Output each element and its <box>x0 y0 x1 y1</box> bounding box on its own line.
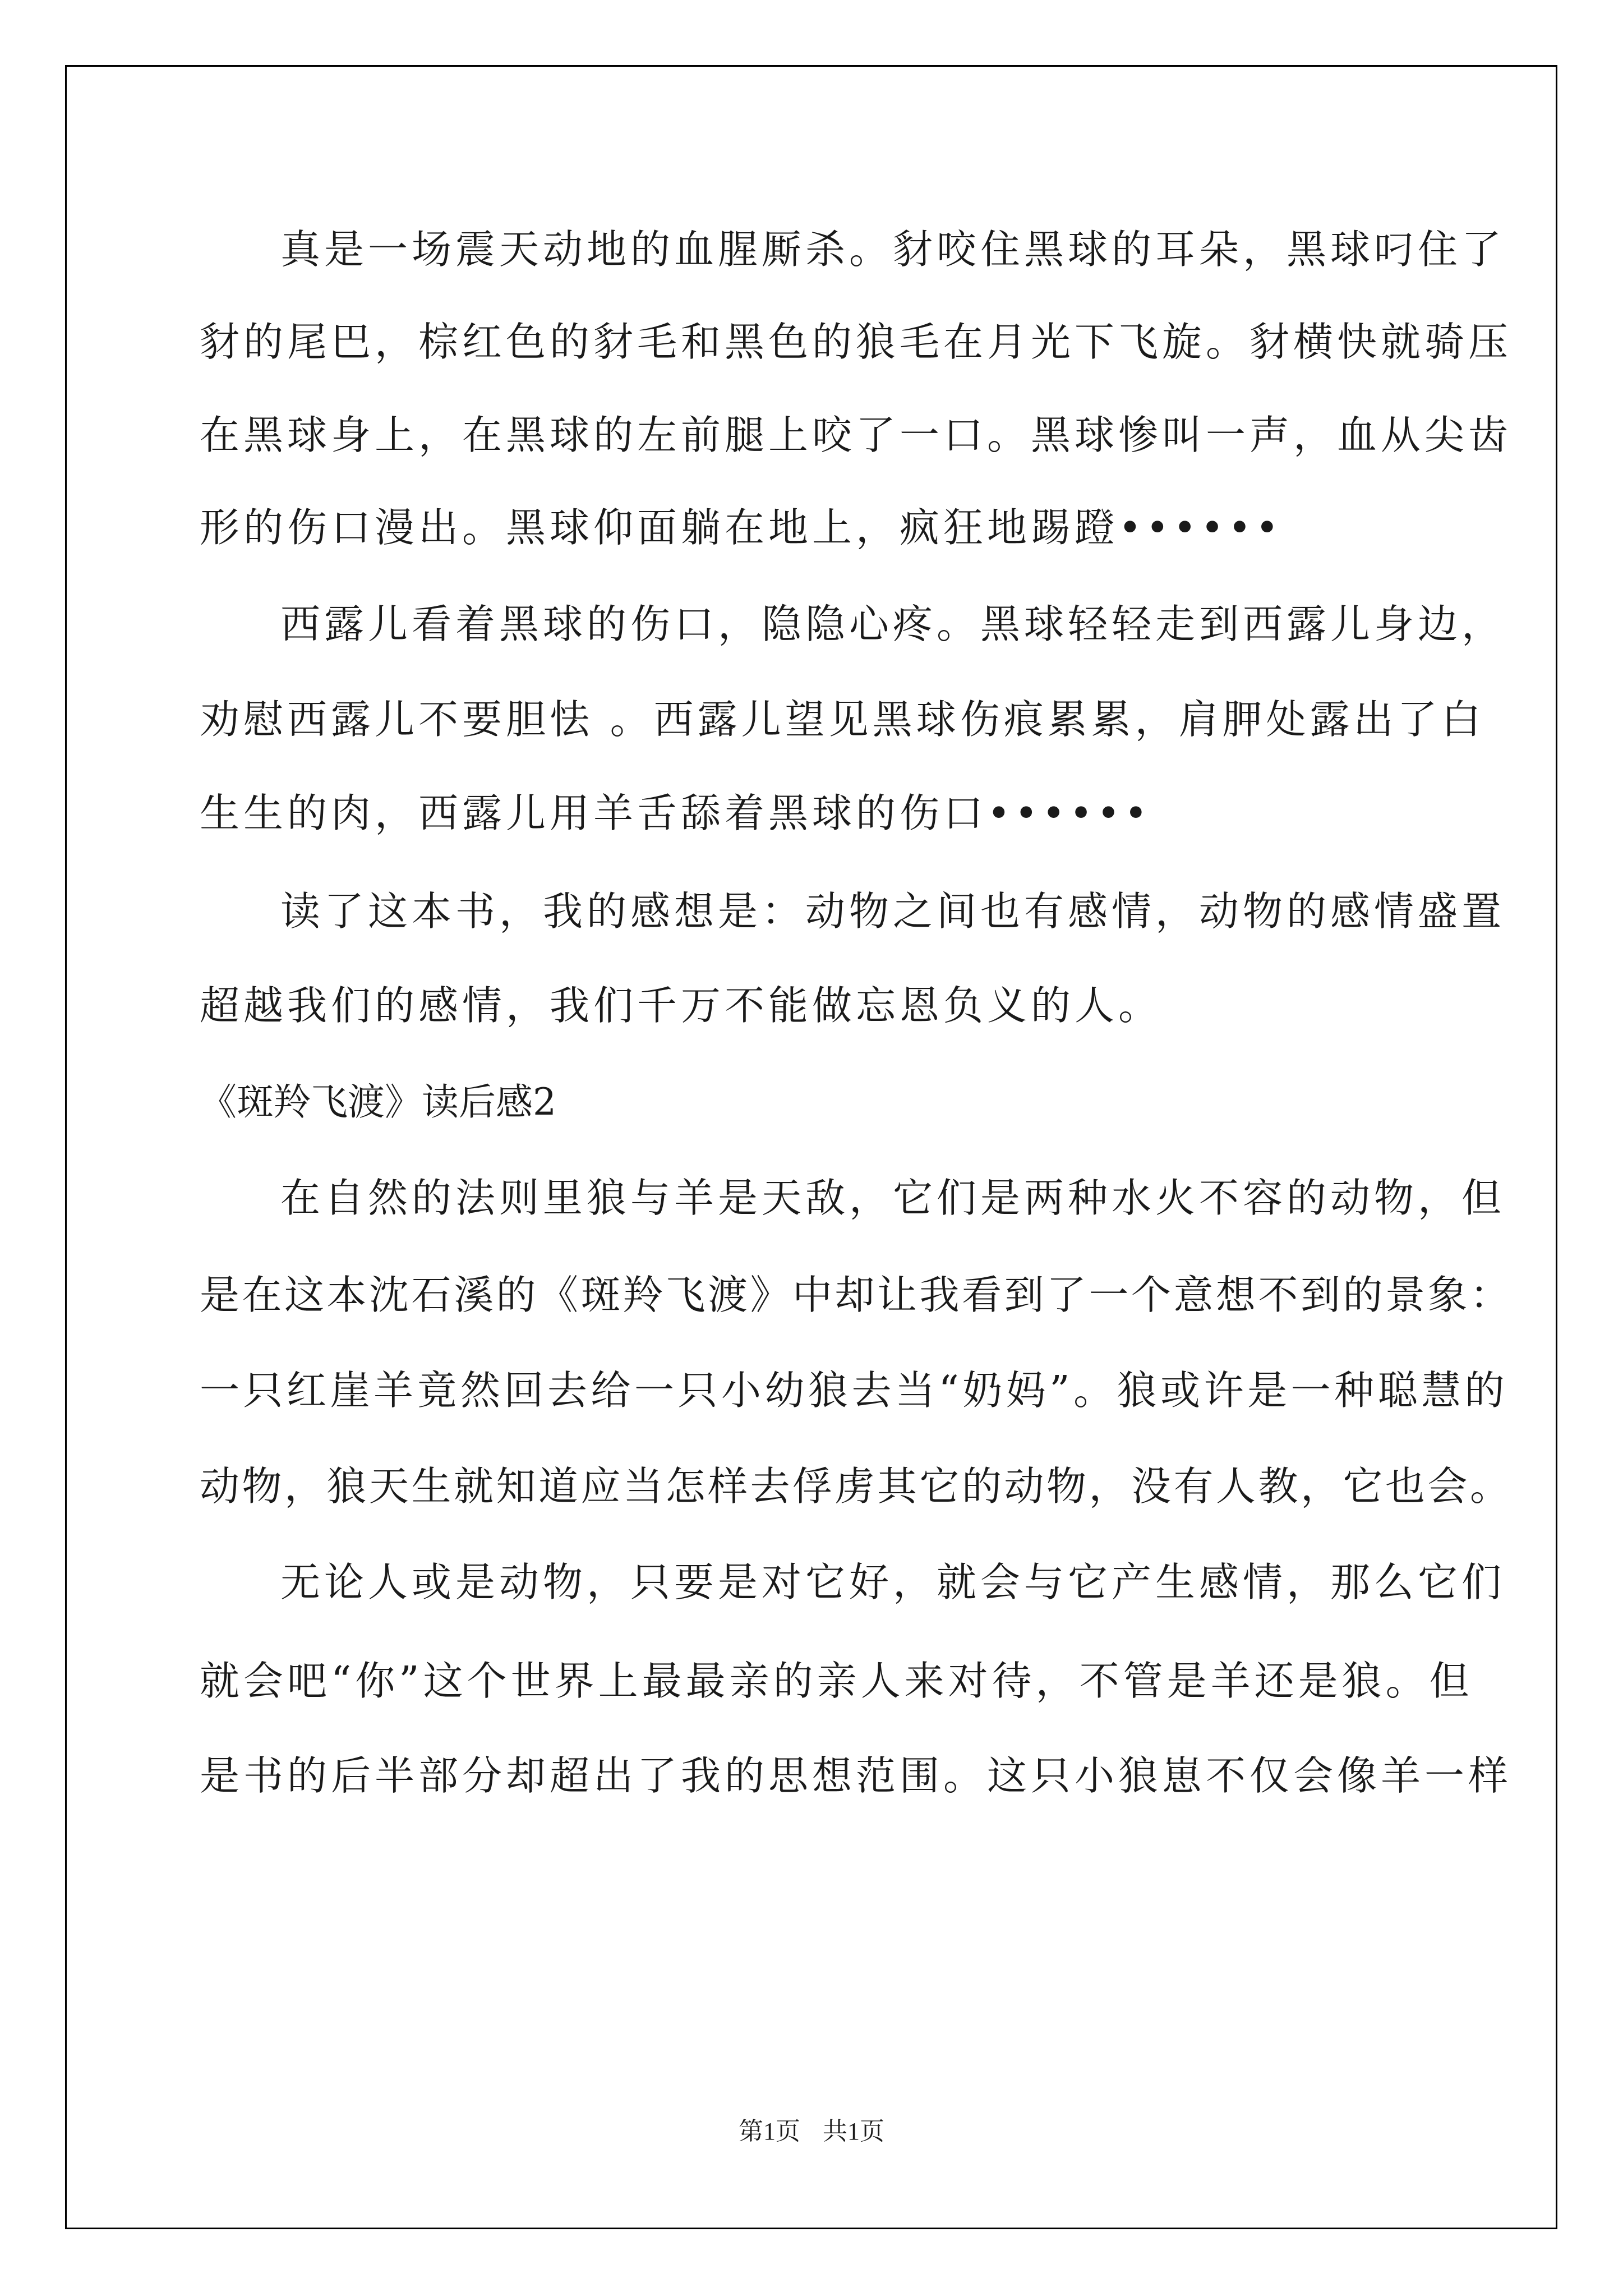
paragraph-line: 就会吧“你”这个世界上最最亲的亲人来对待，不管是羊还是狼。但 <box>200 1658 1473 1704</box>
page-border <box>65 65 1557 2229</box>
section-heading: 《斑羚飞渡》读后感2 <box>200 1080 556 1124</box>
paragraph-line: 在自然的法则里狼与羊是天敌，它们是两种水火不容的动物，但 <box>280 1175 1506 1221</box>
paragraph-line: 形的伤口漫出。黑球仰面躺在地上，疯狂地踢蹬•••••• <box>200 504 1283 551</box>
paragraph-line: 一只红崖羊竟然回去给一只小幼狼去当“奶妈”。狼或许是一种聪慧的 <box>200 1367 1509 1414</box>
paragraph-line: 读了这本书，我的感想是：动物之间也有感情，动物的感情盛置 <box>280 888 1506 935</box>
page-footer <box>0 2115 1623 2148</box>
paragraph-line: 劝慰西露儿不要胆怯 。西露儿望见黑球伤痕累累，肩胛处露出了白 <box>200 696 1485 743</box>
paragraph-line: 生生的肉，西露儿用羊舌舔着黑球的伤口•••••• <box>200 790 1152 836</box>
paragraph-line: 在黑球身上，在黑球的左前腿上咬了一口。黑球惨叫一声，血从尖齿 <box>200 412 1513 458</box>
paragraph-line: 超越我们的感情，我们千万不能做忘恩负义的人。 <box>200 982 1163 1029</box>
paragraph-line: 真是一场震天动地的血腥厮杀。豺咬住黑球的耳朵，黑球叼住了 <box>280 226 1506 273</box>
page-total: 共1页 <box>823 2118 884 2145</box>
paragraph-line: 豺的尾巴，棕红色的豺毛和黑色的狼毛在月光下飞旋。豺横快就骑压 <box>200 319 1513 365</box>
paragraph-line: 西露儿看着黑球的伤口，隐隐心疼。黑球轻轻走到西露儿身边， <box>280 601 1506 647</box>
paragraph-line: 动物，狼天生就知道应当怎样去俘虏其它的动物，没有人教，它也会。 <box>200 1463 1513 1510</box>
paragraph-line: 是在这本沈石溪的《斑羚飞渡》中却让我看到了一个意想不到的景象： <box>200 1272 1513 1318</box>
paragraph-line: 是书的后半部分却超出了我的思想范围。这只小狼崽不仅会像羊一样 <box>200 1752 1513 1799</box>
page-number: 第1页 <box>739 2118 800 2145</box>
paragraph-line: 无论人或是动物，只要是对它好，就会与它产生感情，那么它们 <box>280 1559 1506 1605</box>
